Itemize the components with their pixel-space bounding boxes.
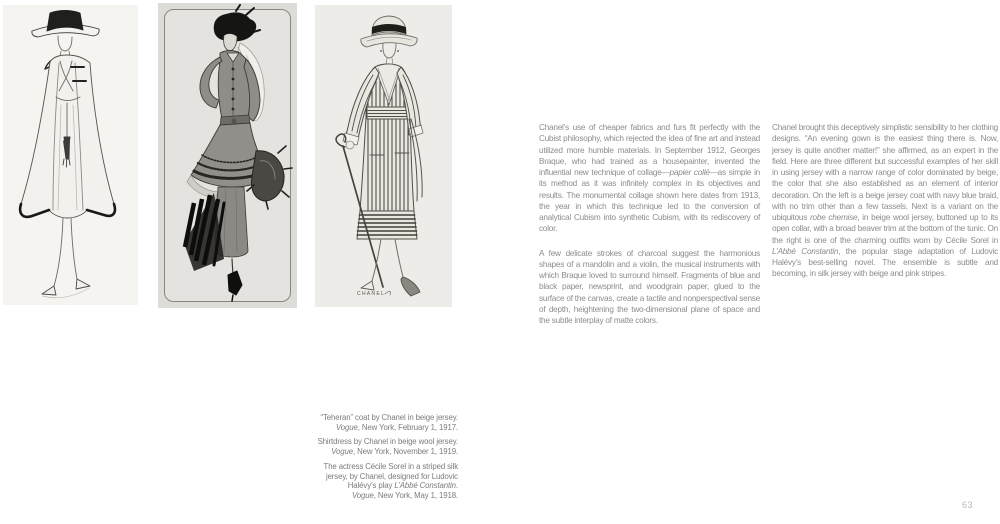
- paragraph: Chanel brought this deceptively simplistic sensibility to her clothing designs. “An evening gown is the easiest thing there is. Now, jersey is quite another matter!” she affirmed, as an expert in the field. Here are three different but successful examples of her skill in using jersey with a narrow range of color dominated by beige, the color that she also established as an element of interior decoration. On the left is a beige jersey coat with navy blue braid, with no trim other than a few tassels. Next is a variant on the ubiquitous robe chemise, in beige wool jersey, buttoned up to its open collar, with a broad beaver trim at the bottom of the tunic. On the right is one of the charming outfits worn by Cécile Sorel in L’Abbé Constantin, the popular stage adaptation of Ludovic Halévy’s best-selling novel. The ensemble is subtle and becoming, in silk jersey with beige and pink stripes.: [772, 123, 998, 279]
- hand: [346, 141, 354, 149]
- caption-line: The actress Cécile Sorel in a striped silk: [323, 461, 458, 471]
- fashion-plate-striped-jersey: [315, 5, 452, 307]
- page-number: 63: [962, 500, 974, 510]
- fashion-plate-shirtdress: [158, 3, 297, 308]
- caption-shirtdress: [254, 437, 458, 456]
- caption-line: Vogue, New York, November 1, 1919.: [331, 447, 458, 457]
- caption-teheran-coat: [254, 413, 458, 432]
- fashion-plate-teheran-coat: [3, 5, 138, 305]
- signature-text: CHANEL: [356, 291, 386, 297]
- paragraph: A few delicate strokes of charcoal suggest the harmonious shapes of a mandolin and a violin, the musical instruments with which Braque loved to surround himself. Fragments of blue and black paper, newsprint, and woodgrain paper, glued to the surface of the canvas, create a tactile and nonperspectival sense of depth, heightening the two-dimensional plane of space and the subtle interplay of matte colors.: [539, 248, 761, 325]
- paragraph: Chanel’s use of cheaper fabrics and furs fit perfectly with the Cubist philosophy, which rejected the idea of fine art and instead utilized more humble materials. In September 1912, Georges Braque, who had trained as a housepainter, invented the influential new technique of collage—papier collé—as simple in its method as it was infinitely complex in its objectives and results. The monumental collage shown here dates from 1913, the year in which this technique led to the conversion of analytical Cubism into synthetic Cubism, with its rediscovery of color.: [539, 123, 761, 234]
- caption-line: Vogue, New York, February 1, 1917.: [335, 422, 458, 432]
- body-text-column-1: [539, 122, 760, 326]
- caption-line: Halévy’s play L’Abbé Constantin.: [347, 481, 458, 491]
- caption-line: Shirtdress by Chanel in beige wool jersey.: [317, 437, 458, 447]
- caption-cecile-sorel: [254, 462, 458, 501]
- caption-line: “Teheran” coat by Chanel in beige jersey.: [320, 413, 458, 422]
- body-text-column-2: [772, 122, 998, 280]
- caption-column: [254, 413, 458, 501]
- caption-line: jersey, by Chanel, designed for Ludovic: [325, 471, 458, 481]
- caption-line: Vogue, New York, May 1, 1918.: [351, 490, 458, 500]
